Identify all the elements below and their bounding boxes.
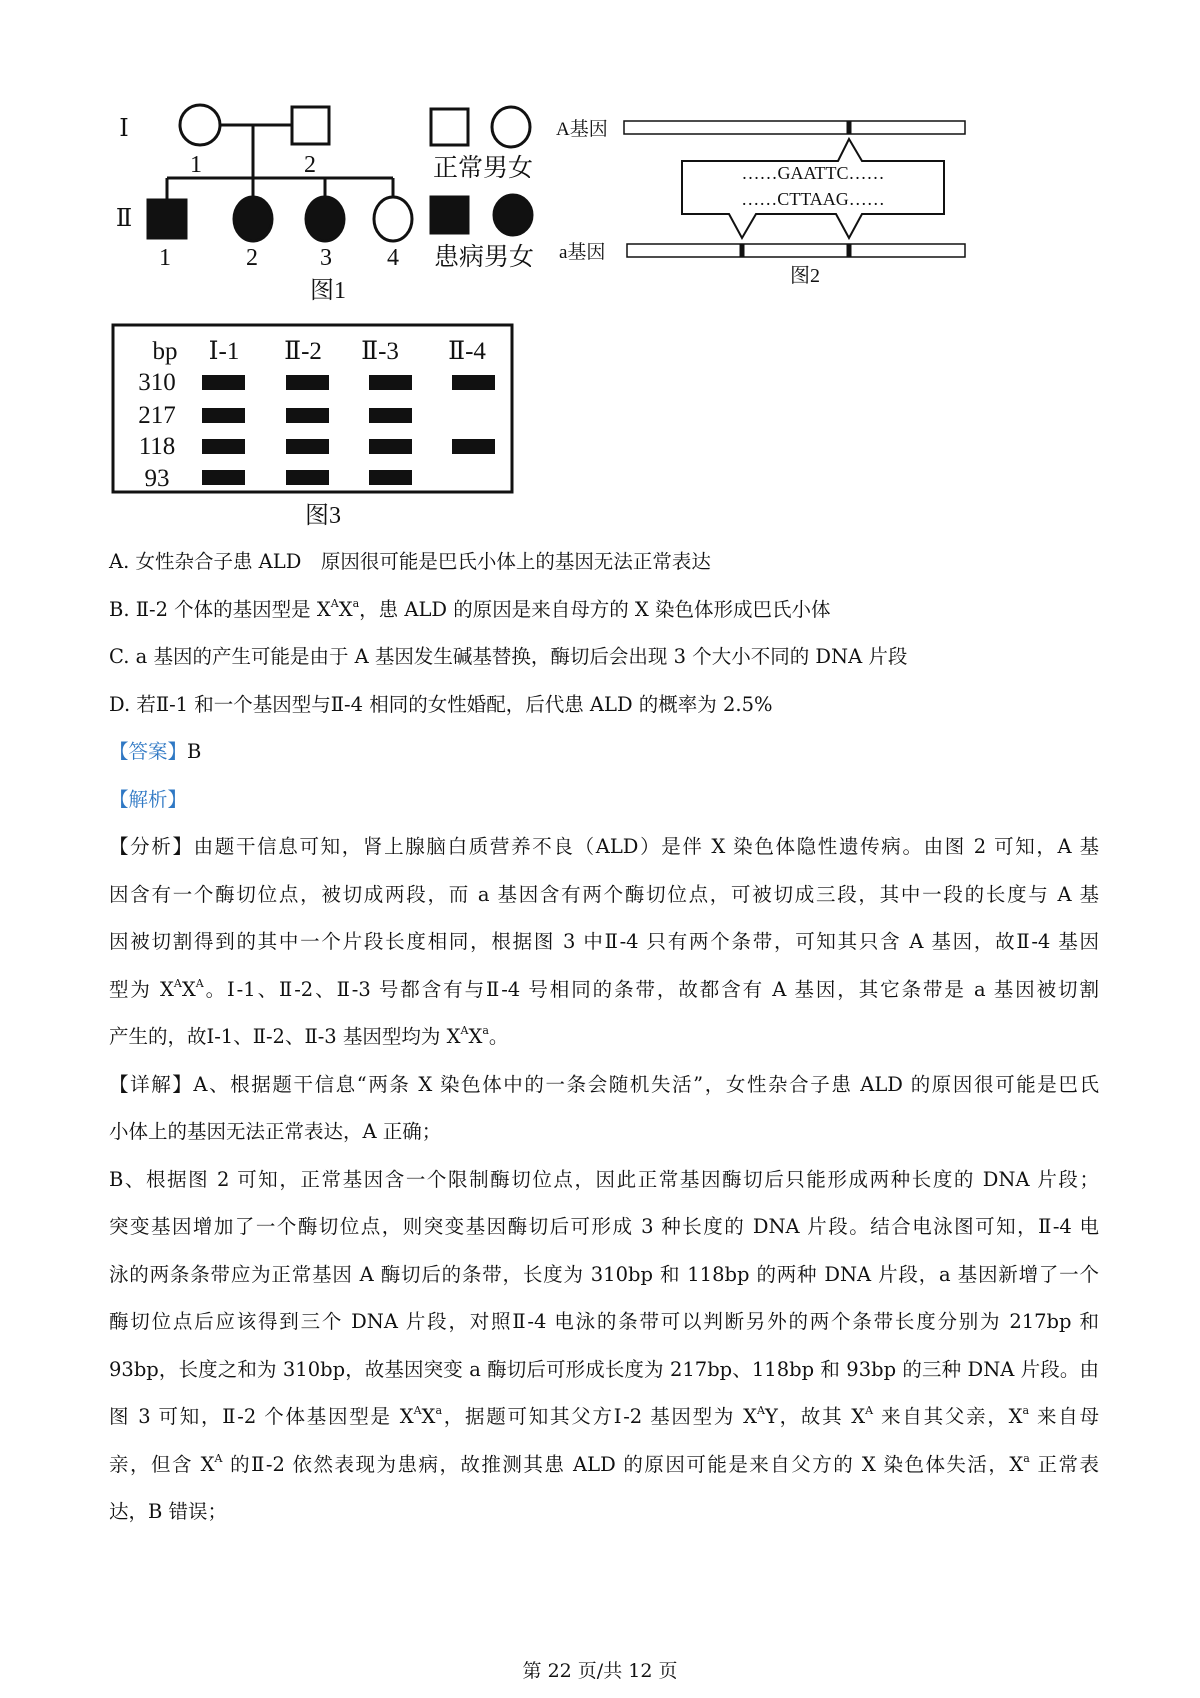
generation-label: Ⅰ [119,116,129,142]
gel-band [369,439,412,454]
figure1-caption: 图1 [310,278,346,304]
option-b: B. Ⅱ-2 个体的基因型是 $X^AX^a$，患 ALD 的原因是来自母方的 X 染色体形成巴氏小体 [109,596,831,621]
explanation-line: 小体上的基因无法正常表达，A 正确； [109,1120,442,1143]
explanation-line: B、根据图 2 可知，正常基因含一个限制酶切位点，因此正常基因酶切后只能形成两种长度的 DNA 片段； [109,1167,1099,1191]
individual-II-2 [234,197,272,241]
explanation-line: 达，B 错误； [109,1500,228,1523]
sequence-bottom: ……CTTAAG…… [741,189,885,209]
gel-size-label: 217 [138,402,176,429]
explanation-line: 亲，但含 $X^A$ 的Ⅱ-2 依然表现为患病，故推测其患 ALD 的原因可能是来自父方的 X 染色体失活，$X^a$ 正常表 [109,1451,1099,1476]
gel-band [202,408,245,423]
analysis-heading: 【解析】 [109,787,188,811]
a-gene-label: a基因 [559,242,606,263]
explanation-line: 【分析】由题干信息可知，肾上腺脑白质营养不良（ALD）是伴 X 染色体隐性遗传病。由图 2 可知，A 基 [109,835,1099,858]
gel-band [369,408,412,423]
legend-normal-female [492,107,530,147]
option-a: A. 女性杂合子患 ALD 原因很可能是巴氏小体上的基因无法正常表达 [109,550,711,573]
individual-number: 2 [246,245,258,271]
individual-number: 1 [190,152,202,178]
individual-II-4 [374,197,412,241]
legend-normal-label: 正常男女 [432,155,534,182]
gel-band [286,470,329,485]
individual-I-1 [180,105,220,145]
legend-normal-male [431,109,468,145]
gel-band [202,375,245,390]
gel-lane-label: Ⅱ-2 [284,338,322,365]
option-c: C. a 基因的产生可能是由于 A 基因发生碱基替换，酶切后会出现 3 个大小不同的 DNA 片段 [109,645,908,668]
legend-affected-female [494,195,532,235]
gel-band [286,375,329,390]
A-gene-label: A基因 [556,119,608,140]
option-d: D. 若Ⅱ-1 和一个基因型与Ⅱ-4 相同的女性婚配，后代患 ALD 的概率为 2.5% [109,692,773,716]
gel-size-label: 310 [138,369,176,396]
gel-size-label: 93 [144,465,170,492]
individual-number: 3 [320,245,332,271]
explanation-line: 因含有一个酶切位点，被切成两段，而 a 基因含有两个酶切位点，可被切成三段，其中一段的长度与 A 基 [109,882,1099,906]
gel-band [369,470,412,485]
individual-number: 2 [304,152,316,178]
gel-band [202,470,245,485]
explanation-line: 酶切位点后应该得到三个 DNA 片段，对照Ⅱ-4 电泳的条带可以判断另外的两个条带长度分别为 217bp 和 [109,1310,1099,1333]
gel-size-label: 118 [138,433,176,460]
sequence-top: ……GAATTC…… [741,163,885,183]
gel-lane-label: Ⅱ-4 [448,338,486,365]
individual-II-3 [306,197,344,241]
gel-band [452,375,495,390]
gel-lane-label: Ⅰ-1 [208,338,240,365]
explanation-line: 泳的两条条带应为正常基因 A 酶切后的条带，长度为 310bp 和 118bp 的两种 DNA 片段，a 基因新增了一个 [109,1262,1099,1286]
gel-band [452,439,495,454]
explanation-line: 产生的，故Ⅰ-1、Ⅱ-2、Ⅱ-3 基因型均为 $X^AX^a$。 [109,1024,509,1048]
a-gene-bar [627,244,965,257]
question-text [109,538,1099,1536]
explanation-line: 【详解】A、根据题干信息“两条 X 染色体中的一条会随机失活”，女性杂合子患 ALD 的原因很可能是巴氏 [109,1072,1099,1096]
generation-label: Ⅱ [115,206,133,232]
page-footer: 第 22 页/共 12 页 [522,1660,678,1682]
individual-number: 4 [387,245,399,271]
gel-band [286,408,329,423]
figures [0,0,1200,530]
individual-I-2 [292,107,329,144]
figure2-caption: 图2 [790,265,820,287]
individual-II-1 [148,200,186,238]
explanation-line: 型为 $X^AX^A$。Ⅰ-1、Ⅱ-2、Ⅱ-3 号都含有与Ⅱ-4 号相同的条带，故都含有 A 基因，其它条带是 a 基因被切割 [109,976,1099,1001]
legend-affected-male [431,197,468,233]
gel-band [202,439,245,454]
gel-unit-label: bp [152,338,178,365]
answer-line: 【答案】B [109,740,202,763]
figure3-caption: 图3 [305,503,341,529]
explanation-line: 93bp，长度之和为 310bp，故基因突变 a 酶切后可形成长度为 217bp、118bp 和 93bp 的三种 DNA 片段。由 [109,1357,1099,1381]
gel-lane-label: Ⅱ-3 [361,338,399,365]
legend-affected-label: 患病男女 [433,244,535,271]
explanation-line: 图 3 可知，Ⅱ-2 个体基因型是 $X^AX^a$，据题可知其父方Ⅰ-2 基因型为 $X^AY$，故其 $X^A$ 来自其父亲，$X^a$ 来自母 [109,1404,1099,1428]
gel-band [286,439,329,454]
individual-number: 1 [159,245,171,271]
gel-band [369,375,412,390]
explanation-line: 突变基因增加了一个酶切位点，则突变基因酶切后可形成 3 种长度的 DNA 片段。结合电泳图可知，Ⅱ-4 电 [109,1215,1099,1238]
A-gene-bar [624,121,965,134]
explanation-line: 因被切割得到的其中一个片段长度相同，根据图 3 中Ⅱ-4 只有两个条带，可知其只含 A 基因，故Ⅱ-4 基因 [109,930,1099,953]
